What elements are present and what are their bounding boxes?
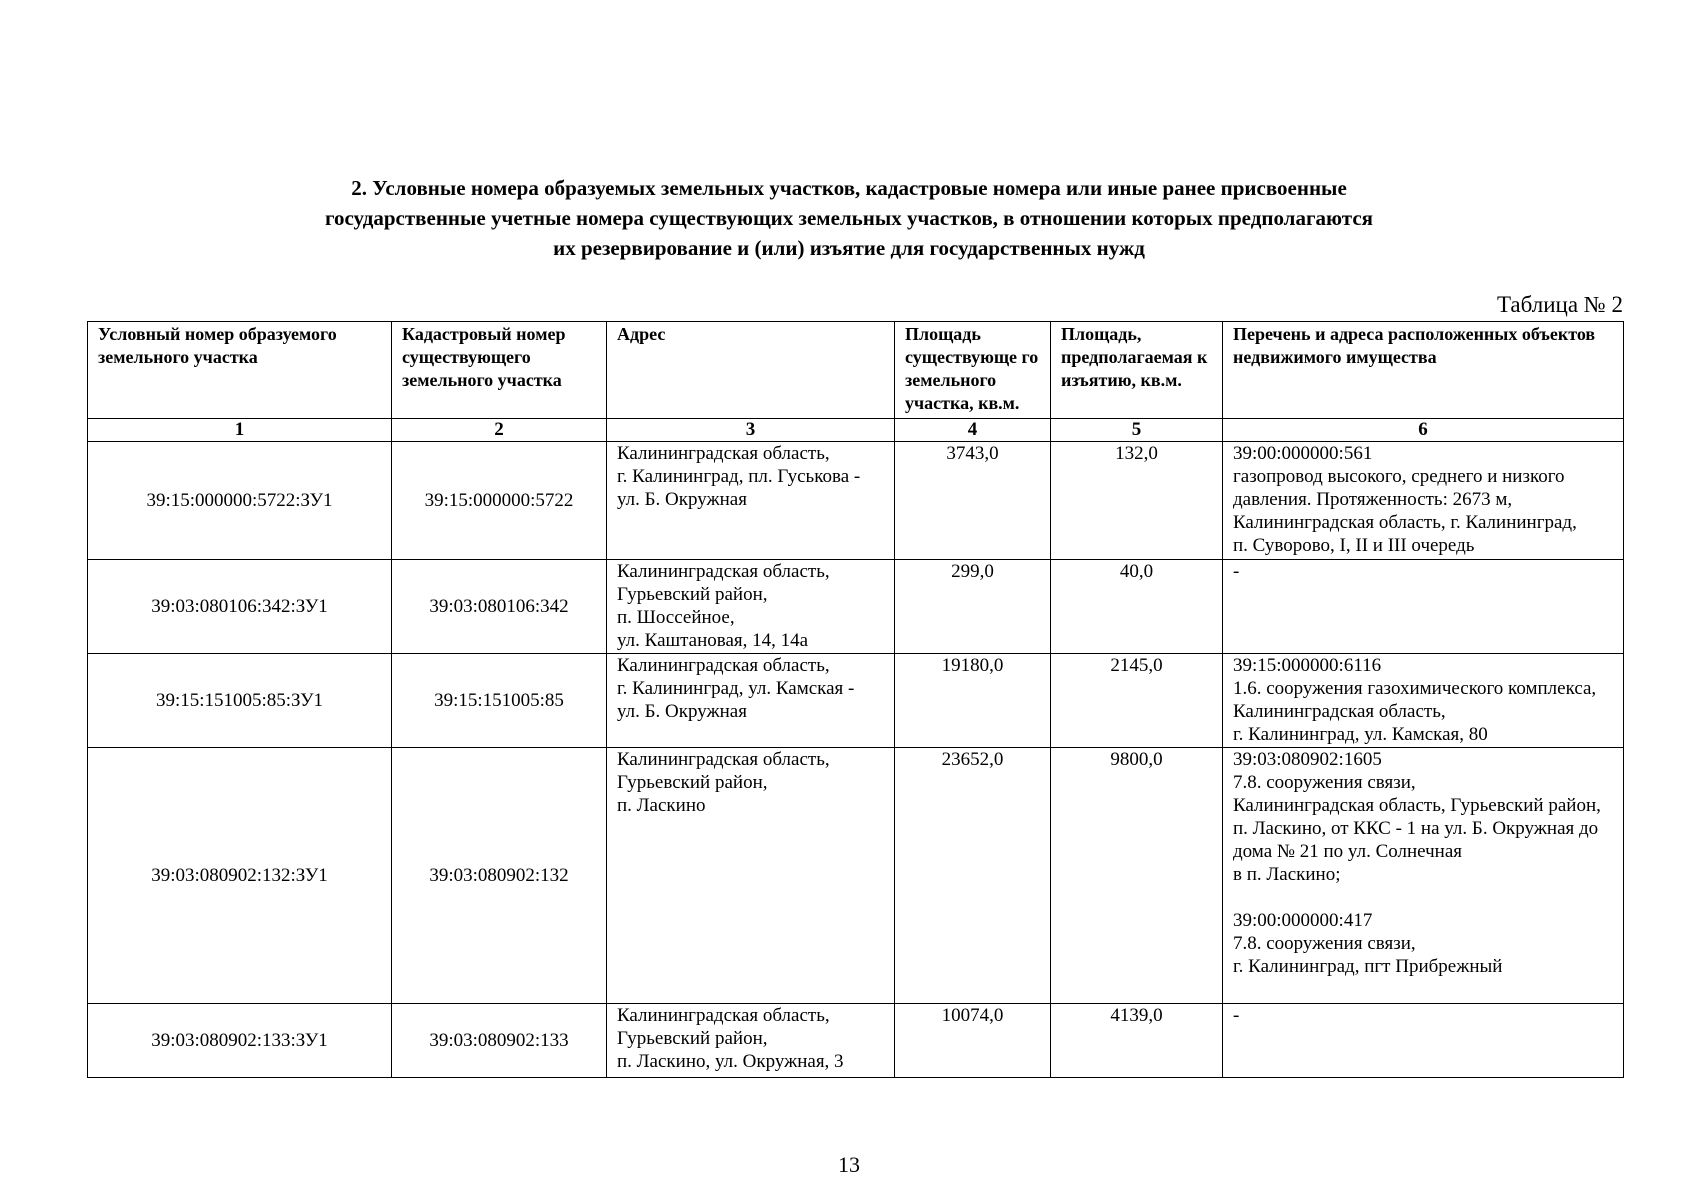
cadastral-number-cell: 39:15:000000:5722 xyxy=(392,442,607,560)
objects-cell: - xyxy=(1223,1004,1624,1078)
area-seized-cell: 2145,0 xyxy=(1051,654,1223,748)
column-number: 5 xyxy=(1051,419,1223,442)
area-existing-cell: 23652,0 xyxy=(895,748,1051,1004)
objects-cell: 39:15:000000:6116 1.6. сооружения газохимического комплекса, Калининградская область, г. Калининград, ул. Камская, 80 xyxy=(1223,654,1624,748)
table-header-row xyxy=(88,322,1624,419)
header-area-seized: Площадь, предполагаемая к изъятию, кв.м. xyxy=(1051,322,1223,419)
area-existing-cell: 10074,0 xyxy=(895,1004,1051,1078)
area-seized-cell: 9800,0 xyxy=(1051,748,1223,1004)
header-area-existing: Площадь существующе го земельного участка, кв.м. xyxy=(895,322,1051,419)
planned-number-cell: 39:03:080902:132:ЗУ1 xyxy=(88,748,392,1004)
table-row xyxy=(88,1004,1624,1078)
column-number: 2 xyxy=(392,419,607,442)
area-existing-cell: 3743,0 xyxy=(895,442,1051,560)
heading-line-1: 2. Условные номера образуемых земельных участков, кадастровые номера или иные ранее присвоенные xyxy=(351,176,1347,200)
column-number: 6 xyxy=(1223,419,1624,442)
cadastral-number-cell: 39:03:080106:342 xyxy=(392,560,607,654)
address-cell: Калининградская область, Гурьевский район, п. Ласкино xyxy=(607,748,895,1004)
area-seized-cell: 40,0 xyxy=(1051,560,1223,654)
cadastral-number-cell: 39:03:080902:132 xyxy=(392,748,607,1004)
planned-number-cell: 39:03:080902:133:ЗУ1 xyxy=(88,1004,392,1078)
address-cell: Калининградская область, Гурьевский район, п. Ласкино, ул. Окружная, 3 xyxy=(607,1004,895,1078)
address-cell: Калининградская область, г. Калининград, пл. Гуськова - ул. Б. Окружная xyxy=(607,442,895,560)
column-number: 1 xyxy=(88,419,392,442)
area-seized-cell: 132,0 xyxy=(1051,442,1223,560)
objects-cell: 39:00:000000:561 газопровод высокого, среднего и низкого давления. Протяженность: 2673 м, Калининградская область, г. Калининград, п. Суворово, I, II и III очередь xyxy=(1223,442,1624,560)
header-address: Адрес xyxy=(607,322,895,419)
section-heading xyxy=(0,173,1698,263)
table-row xyxy=(88,654,1624,748)
column-number: 3 xyxy=(607,419,895,442)
table-row xyxy=(88,748,1624,1004)
heading-line-2: государственные учетные номера существующих земельных участков, в отношении которых предполагаются xyxy=(324,206,1374,230)
page-number: 13 xyxy=(838,1152,860,1177)
column-number: 4 xyxy=(895,419,1051,442)
cadastral-number-cell: 39:15:151005:85 xyxy=(392,654,607,748)
header-planned-number: Условный номер образуемого земельного участка xyxy=(88,322,392,419)
header-objects: Перечень и адреса расположенных объектов недвижимого имущества xyxy=(1223,322,1624,419)
area-seized-cell: 4139,0 xyxy=(1051,1004,1223,1078)
objects-cell: - xyxy=(1223,560,1624,654)
table-row xyxy=(88,560,1624,654)
table-row xyxy=(88,442,1624,560)
header-cadastral-number: Кадастровый номер существующего земельного участка xyxy=(392,322,607,419)
column-number-row xyxy=(88,419,1624,442)
area-existing-cell: 19180,0 xyxy=(895,654,1051,748)
address-cell: Калининградская область, Гурьевский район, п. Шоссейное, ул. Каштановая, 14, 14а xyxy=(607,560,895,654)
objects-cell: 39:03:080902:1605 7.8. сооружения связи, Калининградская область, Гурьевский район, п. Ласкино, от ККС - 1 на ул. Б. Окружная до дома № 21 по ул. Солнечная в п. Ласкино; 39:00:000000:417 7.8. сооружения связи, г. Калининград, пгт Прибрежный xyxy=(1223,748,1624,1004)
planned-number-cell: 39:15:000000:5722:ЗУ1 xyxy=(88,442,392,560)
planned-number-cell: 39:15:151005:85:ЗУ1 xyxy=(88,654,392,748)
table-label: Таблица № 2 xyxy=(1496,292,1623,317)
land-plots-table xyxy=(87,321,1624,1078)
heading-line-3: их резервирование и (или) изъятие для государственных нужд xyxy=(553,236,1145,260)
area-existing-cell: 299,0 xyxy=(895,560,1051,654)
address-cell: Калининградская область, г. Калининград, ул. Камская - ул. Б. Окружная xyxy=(607,654,895,748)
cadastral-number-cell: 39:03:080902:133 xyxy=(392,1004,607,1078)
planned-number-cell: 39:03:080106:342:ЗУ1 xyxy=(88,560,392,654)
